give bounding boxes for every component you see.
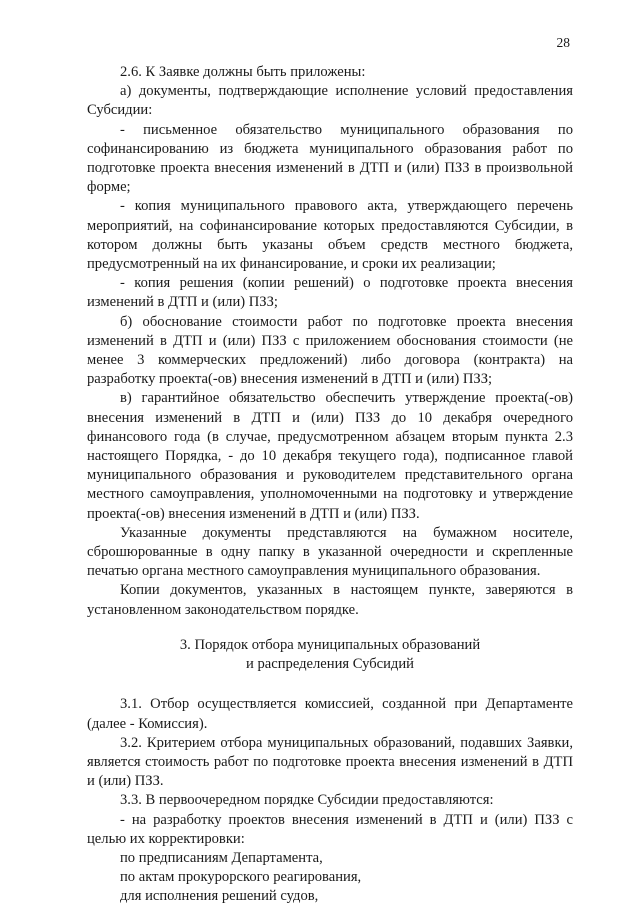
paragraph-docs: Указанные документы представляются на бумажном носителе, сброшюрованные в одну папку в указанной очередности и скрепленные печатью органа местного самоуправления муниципального образования. [87, 524, 573, 580]
section-heading-line-2: и распределения Субсидий [246, 656, 414, 673]
paragraph-b: б) обоснование стоимости работ по подготовке проекта внесения изменений в ДТП и (или) ПЗЗ с приложением обоснования стоимости (не менее 3 коммерческих предложений) либо договора (контракта) на разработку проекта(-ов) внесения изменений в ДТП и (или) ПЗЗ; [87, 313, 573, 388]
paragraph-3-3: 3.3. В первоочередном порядке Субсидии предоставляются: [120, 792, 494, 809]
paragraph-3-1: 3.1. Отбор осуществляется комиссией, созданной при Департаменте (далее - Комиссия). [87, 696, 573, 732]
page-number: 28 [556, 35, 570, 50]
paragraph-3-3-a-1: по предписаниям Департамента, [120, 849, 323, 866]
paragraph-a-2: - копия муниципального правового акта, утверждающего перечень мероприятий, на софинансирование которых предоставляются Субсидии, в котором должны быть указаны объем средств местного бюджета, предусмотренный на их финансирование, и сроки их реализации; [87, 198, 573, 273]
section-heading [87, 636, 573, 674]
section-3-block [87, 695, 573, 906]
document-body [87, 63, 573, 907]
paragraph-3-3-a-2: по актам прокурорского реагирования, [120, 869, 362, 886]
section-heading-line-1: 3. Порядок отбора муниципальных образований [179, 636, 481, 653]
paragraph-3-3-a-3: для исполнения решений судов, [120, 888, 319, 905]
paragraph-a-1: - письменное обязательство муниципального образования по софинансированию из бюджета муниципального образования работ по подготовке проекта внесения изменений в ДТП и (или) ПЗЗ в произвольной форме; [87, 121, 573, 196]
paragraph-a: а) документы, подтверждающие исполнение условий предоставления Субсидии: [87, 83, 573, 119]
section-2-6-block [87, 63, 573, 620]
paragraph-v: в) гарантийное обязательство обеспечить утверждение проекта(-ов) внесения изменений в ДТП и (или) ПЗЗ до 10 декабря очередного финансового года (в случае, предусмотренном абзацем вторым пункта 2.3 настоящего Порядка, - до 10 декабря текущего года), подписанное главой муниципального образования и руководителем представительного органа местного самоуправления, уполномоченными на подготовку и утверждение проекта(-ов) внесения изменений в ДТП и (или) ПЗЗ. [87, 390, 573, 522]
paragraph-3-3-a: - на разработку проектов внесения изменений в ДТП и (или) ПЗЗ с целью их корректировки: [87, 811, 573, 847]
paragraph-a-3: - копия решения (копии решений) о подготовке проекта внесения изменений в ДТП и (или) ПЗЗ; [87, 275, 573, 311]
paragraph-3-2: 3.2. Критерием отбора муниципальных образований, подавших Заявки, является стоимость работ по подготовке проекта внесения изменений в ДТП и (или) ПЗЗ. [87, 734, 573, 790]
paragraph-copies: Копии документов, указанных в настоящем пункте, заверяются в установленном законодательством порядке. [87, 582, 573, 618]
paragraph-2-6: 2.6. К Заявке должны быть приложены: [120, 64, 366, 80]
